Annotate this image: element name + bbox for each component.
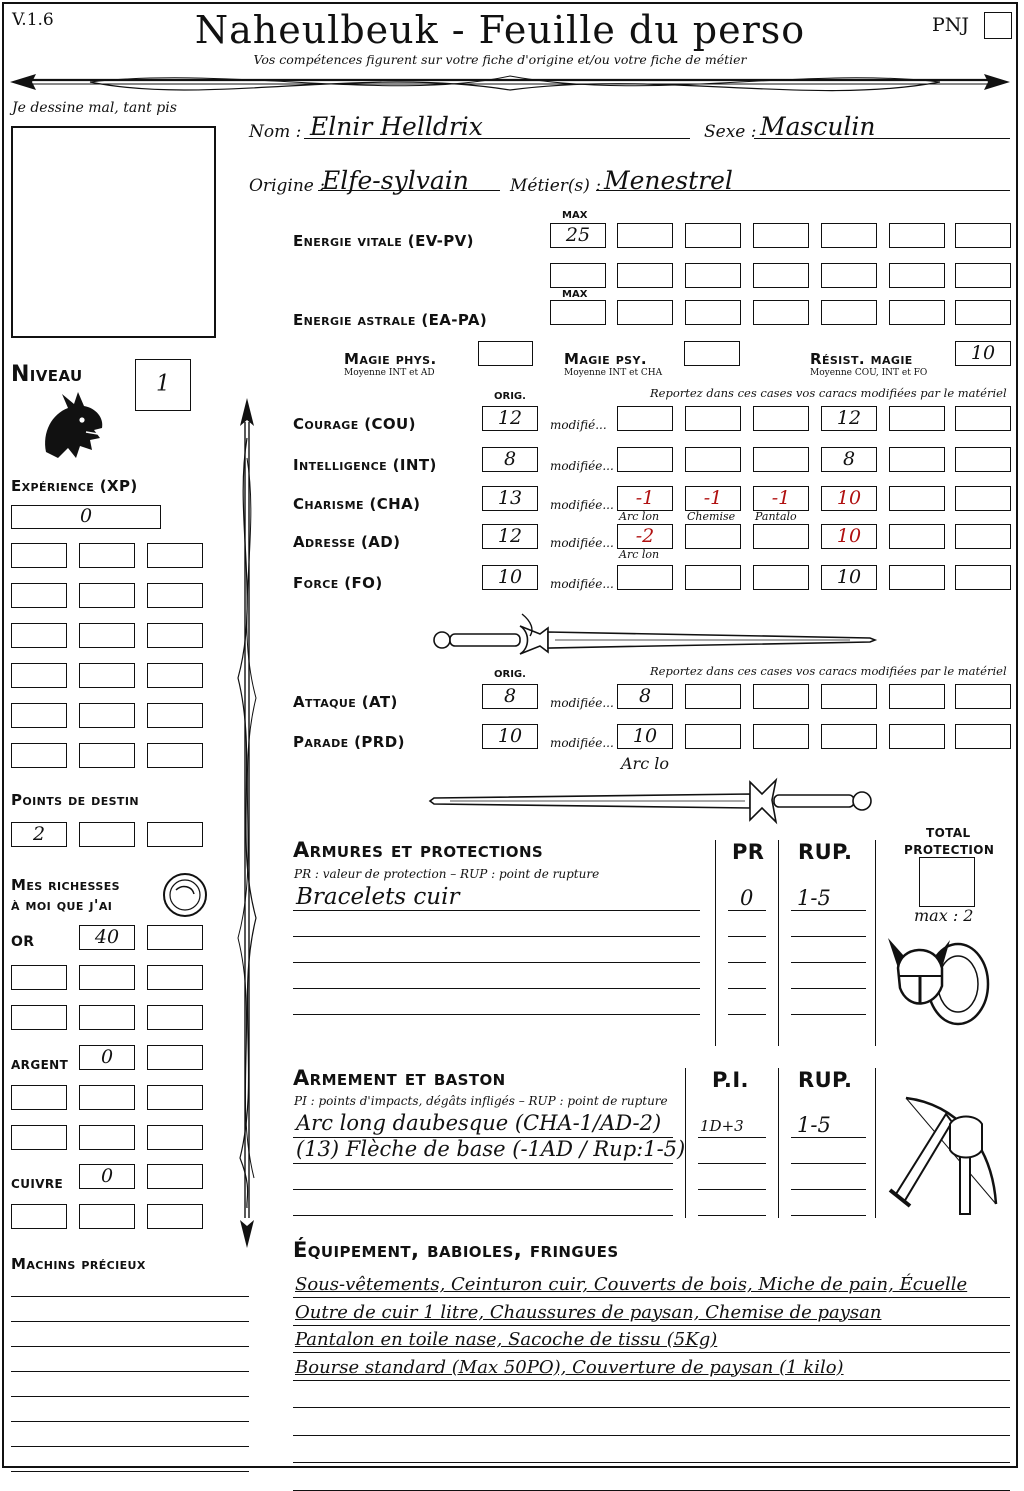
pnj-checkbox[interactable] [984, 12, 1012, 39]
armor-line[interactable] [293, 936, 700, 937]
cuivre-box[interactable] [79, 1204, 135, 1229]
magie-psy-label: Magie psy. [564, 350, 647, 368]
combat-mod-box[interactable] [685, 724, 741, 749]
stat-orig-box-value: 13 [497, 486, 523, 509]
weapon-rup-line[interactable] [791, 1215, 866, 1216]
nom-label: Nom : [249, 122, 302, 142]
armures-title: Armures et protections [293, 838, 544, 862]
magie-psy-box[interactable] [684, 341, 740, 366]
combat-report-note: Reportez dans ces cases vos caracs modifiées par le matériel [650, 664, 1007, 678]
stat-mod-box[interactable] [617, 447, 673, 472]
total-protection-label-2: PROTECTION [904, 843, 995, 857]
equipment-text: Sous-vêtements, Ceinturon cuir, Couverts de bois, Miche de pain, Écuelle [295, 1274, 968, 1295]
weapons-rup-header: RUP. [798, 1068, 853, 1092]
portrait-box[interactable] [11, 126, 216, 338]
weapons-pi-header: P.I. [712, 1068, 749, 1092]
armement-title: Armement et baston [293, 1066, 506, 1090]
cuivre-box[interactable] [79, 1164, 135, 1189]
sexe-value[interactable]: Masculin [760, 112, 876, 141]
ea-box[interactable] [889, 300, 945, 325]
weapons-col-divider-3 [875, 1068, 876, 1218]
equipment-line[interactable] [293, 1435, 1010, 1436]
stat-mod-note: Chemise [687, 510, 736, 523]
combat-mod-box[interactable] [955, 724, 1011, 749]
combat-mod-box[interactable] [753, 684, 809, 709]
argent-box[interactable] [147, 1085, 203, 1110]
precious-line[interactable] [11, 1421, 249, 1422]
stat-mod-box-value: -1 [703, 486, 723, 509]
stat-mod-box[interactable] [753, 447, 809, 472]
total-protection-max: max : 2 [914, 906, 974, 925]
stat-mod-box[interactable] [955, 565, 1011, 590]
stat-mod-box[interactable] [821, 565, 877, 590]
ev-box[interactable] [753, 263, 809, 288]
xp-box[interactable] [11, 623, 67, 648]
stat-mod-box[interactable] [821, 447, 877, 472]
crossed-weapons-icon [886, 1094, 1006, 1218]
argent-box[interactable] [147, 1045, 203, 1070]
combat-label: Parade (PRD) [293, 733, 405, 751]
stat-label: Intelligence (INT) [293, 456, 437, 474]
ev-box[interactable] [821, 263, 877, 288]
stat-mod-box-value: -2 [635, 524, 655, 547]
spear-divider-top [10, 66, 1010, 100]
stat-mod-note: Arc lon [619, 510, 660, 523]
stat-orig-box-value: 12 [497, 406, 523, 429]
sword-illustration-1 [430, 612, 880, 662]
stat-orig-box[interactable] [482, 486, 538, 511]
stat-mod-box[interactable] [685, 524, 741, 549]
stat-label: Force (FO) [293, 574, 383, 592]
armor-line[interactable] [293, 1014, 700, 1015]
xp-box[interactable] [79, 743, 135, 768]
combat-mod-box[interactable] [617, 684, 673, 709]
stat-mod-note: Pantalo [755, 510, 797, 523]
stat-mod-box[interactable] [821, 406, 877, 431]
armor-rup-line[interactable] [791, 910, 866, 911]
xp-box[interactable] [11, 543, 67, 568]
or-box[interactable] [147, 925, 203, 950]
stat-mod-box[interactable] [685, 486, 741, 511]
xp-box[interactable] [147, 663, 203, 688]
version-label: V.1.6 [12, 10, 54, 30]
niveau-box[interactable] [135, 359, 191, 411]
stat-mod-box-value: 10 [836, 524, 862, 547]
coin-icon [162, 872, 208, 918]
xp-value: 0 [79, 505, 93, 528]
cuivre-box-value: 0 [100, 1164, 114, 1187]
stat-mod-box[interactable] [955, 524, 1011, 549]
armor-pr-line[interactable] [728, 1014, 766, 1015]
xp-box[interactable] [147, 703, 203, 728]
argent-box[interactable] [147, 1125, 203, 1150]
equipment-text: Bourse standard (Max 50PO), Couverture de paysan (1 kilo) [295, 1356, 844, 1378]
precious-line[interactable] [11, 1321, 249, 1322]
ev-box[interactable] [821, 223, 877, 248]
cuivre-label: CUIVRE [11, 1177, 64, 1191]
destin-label: Points de destin [11, 791, 139, 809]
combat-mod-box-value: 8 [638, 684, 652, 707]
armor-pr-header: PR [732, 840, 765, 864]
combat-mod-box[interactable] [889, 724, 945, 749]
sheet-subtitle: Vos compétences figurent sur votre fiche d'origine et/ou votre fiche de métier [253, 52, 747, 67]
stat-orig-box[interactable] [482, 406, 538, 431]
armor-rup-line[interactable] [791, 988, 866, 989]
stat-mod-box-value: -1 [771, 486, 791, 509]
ev-max-box[interactable] [550, 223, 606, 248]
dragon-head-icon [38, 392, 108, 464]
weapon-line[interactable] [293, 1189, 673, 1190]
richesses-label-1: Mes richesses [11, 876, 120, 894]
stat-mod-box[interactable] [955, 406, 1011, 431]
equipement-title: Équipement, babioles, fringues [293, 1238, 619, 1262]
weapon-rup-line[interactable] [791, 1189, 866, 1190]
stat-modif-label: modifiée... [550, 536, 614, 550]
or-label: OR [11, 934, 35, 950]
stat-mod-box[interactable] [821, 486, 877, 511]
ev-max-label: MAX [562, 210, 588, 221]
stat-orig-box[interactable] [482, 565, 538, 590]
precious-line[interactable] [11, 1446, 249, 1447]
weapon-pi-line[interactable] [698, 1163, 766, 1164]
weapon-name: Arc long daubesque (CHA-1/AD-2) [296, 1111, 662, 1135]
xp-box[interactable] [79, 543, 135, 568]
combat-mod-box[interactable] [685, 684, 741, 709]
combat-orig-box[interactable] [482, 684, 538, 709]
armor-pr-line[interactable] [728, 910, 766, 911]
destin-box-value: 2 [32, 822, 46, 845]
combat-orig-label: ORIG. [494, 669, 526, 680]
argent-box[interactable] [11, 1085, 67, 1110]
precious-line[interactable] [11, 1371, 249, 1372]
weapon-pi: 1D+3 [700, 1117, 744, 1135]
ea-label: Energie astrale (EA-PA) [293, 311, 488, 329]
ev-box[interactable] [955, 263, 1011, 288]
equipment-line[interactable] [293, 1325, 1010, 1326]
combat-note: Arc lo [621, 754, 669, 773]
stat-mod-box-value: 10 [836, 486, 862, 509]
ev-box[interactable] [889, 223, 945, 248]
argent-label: ARGENT [11, 1058, 69, 1072]
xp-box[interactable] [147, 583, 203, 608]
origine-value[interactable]: Elfe-sylvain [322, 166, 469, 195]
ev-box[interactable] [753, 223, 809, 248]
ea-max-box[interactable] [550, 300, 606, 325]
xp-box[interactable] [11, 505, 161, 529]
ev-box[interactable] [617, 263, 673, 288]
stat-orig-box-value: 8 [503, 447, 517, 470]
stat-mod-box[interactable] [617, 406, 673, 431]
ev-max-value: 25 [565, 223, 591, 246]
magie-phys-label: Magie phys. [344, 350, 437, 368]
magie-psy-note: Moyenne INT et CHA [564, 368, 663, 378]
armor-rup-line[interactable] [791, 962, 866, 963]
xp-box[interactable] [147, 543, 203, 568]
stat-mod-box[interactable] [821, 524, 877, 549]
combat-label: Attaque (AT) [293, 693, 398, 711]
stat-orig-box[interactable] [482, 447, 538, 472]
armor-col-divider-2 [778, 840, 779, 1046]
equipment-line[interactable] [293, 1297, 1010, 1298]
weapon-pi-line[interactable] [698, 1189, 766, 1190]
ea-box[interactable] [821, 300, 877, 325]
weapon-rup-line[interactable] [791, 1163, 866, 1164]
ea-box[interactable] [753, 300, 809, 325]
stat-mod-box[interactable] [617, 486, 673, 511]
stat-mod-box[interactable] [889, 565, 945, 590]
sexe-label: Sexe : [704, 122, 757, 142]
argent-box-value: 0 [100, 1045, 114, 1068]
or-box[interactable] [147, 965, 203, 990]
stat-modif-label: modifiée... [550, 577, 614, 591]
destin-box[interactable] [147, 822, 203, 847]
xp-box[interactable] [147, 743, 203, 768]
xp-box[interactable] [79, 623, 135, 648]
or-box-value: 40 [94, 925, 120, 948]
nom-value[interactable]: Elnir Helldrix [310, 112, 483, 141]
metier-label: Métier(s) : [510, 176, 602, 196]
stat-mod-box[interactable] [685, 447, 741, 472]
stat-mod-box[interactable] [753, 565, 809, 590]
weapon-name: (13) Flèche de base (-1AD / Rup:1-5) [296, 1137, 686, 1161]
weapons-col-divider-2 [778, 1068, 779, 1218]
stat-mod-box-value: 10 [836, 565, 862, 588]
weapon-pi-line[interactable] [698, 1215, 766, 1216]
sword-illustration-2 [430, 776, 880, 826]
combat-mod-box[interactable] [753, 724, 809, 749]
machins-precieux-label: Machins précieux [11, 1255, 146, 1273]
ea-box[interactable] [685, 300, 741, 325]
stats-report-note: Reportez dans ces cases vos caracs modifiées par le matériel [650, 386, 1007, 400]
stat-modif-label: modifiée... [550, 498, 614, 512]
ea-box[interactable] [617, 300, 673, 325]
origine-label: Origine : [249, 176, 325, 196]
destin-box[interactable] [11, 822, 67, 847]
stat-mod-box[interactable] [889, 524, 945, 549]
richesses-label-2: à moi que j'ai [11, 896, 113, 914]
stat-orig-box[interactable] [482, 524, 538, 549]
stat-mod-box[interactable] [889, 406, 945, 431]
equipment-text: Pantalon en toile nase, Sacoche de tissu (5Kg) [295, 1329, 718, 1350]
armor-line[interactable] [293, 988, 700, 989]
combat-mod-box[interactable] [821, 724, 877, 749]
stat-mod-box[interactable] [753, 524, 809, 549]
weapon-rup-line[interactable] [791, 1137, 866, 1138]
ev-extra-box[interactable] [550, 263, 606, 288]
ea-max-label: MAX [562, 289, 588, 300]
precious-line[interactable] [11, 1346, 249, 1347]
weapon-rup: 1-5 [797, 1113, 831, 1137]
ev-box[interactable] [685, 263, 741, 288]
armor-line[interactable] [293, 910, 700, 911]
cuivre-box[interactable] [11, 1204, 67, 1229]
armor-col-divider-3 [875, 840, 876, 1046]
armor-rup-line[interactable] [791, 1014, 866, 1015]
helmet-shield-icon [888, 928, 998, 1034]
weapon-line[interactable] [293, 1215, 673, 1216]
equipment-line[interactable] [293, 1490, 1010, 1491]
magie-phys-box[interactable] [478, 341, 533, 366]
total-protection-box[interactable] [919, 857, 975, 907]
xp-box[interactable] [79, 663, 135, 688]
stat-label: Charisme (CHA) [293, 495, 421, 513]
precious-line[interactable] [11, 1396, 249, 1397]
armor-pr-line[interactable] [728, 962, 766, 963]
stat-mod-box[interactable] [617, 565, 673, 590]
equipment-line[interactable] [293, 1462, 1010, 1463]
xp-label: Expérience (XP) [11, 477, 138, 495]
ev-box[interactable] [617, 223, 673, 248]
equipment-line[interactable] [293, 1380, 1010, 1381]
xp-box[interactable] [147, 623, 203, 648]
armor-col-divider-1 [715, 840, 716, 1046]
armor-rup-header: RUP. [798, 840, 853, 864]
cuivre-box[interactable] [147, 1164, 203, 1189]
ea-box[interactable] [955, 300, 1011, 325]
armor-pr-line[interactable] [728, 988, 766, 989]
argent-box[interactable] [11, 1125, 67, 1150]
stat-orig-box-value: 12 [497, 524, 523, 547]
destin-box[interactable] [79, 822, 135, 847]
precious-line[interactable] [11, 1471, 249, 1472]
armor-pr: 0 [740, 886, 754, 910]
argent-box[interactable] [79, 1045, 135, 1070]
resist-magie-value: 10 [970, 341, 996, 364]
stat-mod-box-value: -1 [635, 486, 655, 509]
resist-magie-note: Moyenne COU, INT et FO [810, 368, 928, 378]
cuivre-box[interactable] [147, 1204, 203, 1229]
stat-mod-box[interactable] [753, 486, 809, 511]
stat-label: Courage (COU) [293, 415, 416, 433]
metier-value[interactable]: Menestrel [604, 166, 733, 195]
xp-box[interactable] [79, 703, 135, 728]
combat-mod-box-value: 10 [632, 724, 658, 747]
combat-orig-box-value: 8 [503, 684, 517, 707]
combat-mod-box[interactable] [617, 724, 673, 749]
niveau-label: Niveau [11, 362, 83, 387]
weapon-line[interactable] [293, 1163, 673, 1164]
xp-box[interactable] [11, 663, 67, 688]
magie-phys-note: Moyenne INT et AD [344, 368, 435, 378]
armor-rup-line[interactable] [791, 936, 866, 937]
ev-box[interactable] [955, 223, 1011, 248]
stat-modif-label: modifié... [550, 418, 607, 432]
precious-line[interactable] [11, 1296, 249, 1297]
total-protection-label-1: TOTAL [926, 826, 971, 840]
xp-box[interactable] [11, 703, 67, 728]
pnj-label: PNJ [932, 14, 970, 36]
or-box[interactable] [79, 1005, 135, 1030]
spear-vertical-illustration [232, 398, 262, 1248]
portrait-caption: Je dessine mal, tant pis [12, 100, 177, 116]
weapon-pi-line[interactable] [698, 1137, 766, 1138]
stat-mod-box[interactable] [889, 486, 945, 511]
armor-line[interactable] [293, 962, 700, 963]
resist-magie-box[interactable] [955, 341, 1011, 366]
armor-rup: 1-5 [797, 886, 831, 910]
combat-modif-label: modifiée... [550, 736, 614, 750]
armures-note: PR : valeur de protection – RUP : point de rupture [294, 867, 600, 881]
sheet-title: Naheulbeuk - Feuille du perso [194, 8, 806, 52]
xp-box[interactable] [11, 743, 67, 768]
stat-mod-box[interactable] [685, 565, 741, 590]
xp-box[interactable] [79, 583, 135, 608]
combat-orig-box-value: 10 [497, 724, 523, 747]
stat-orig-box-value: 10 [497, 565, 523, 588]
stat-mod-box-value: 12 [836, 406, 862, 429]
resist-magie-label: Résist. magie [810, 350, 913, 368]
stat-mod-box[interactable] [955, 447, 1011, 472]
ev-box[interactable] [685, 223, 741, 248]
stat-modif-label: modifiée... [550, 459, 614, 473]
xp-box[interactable] [11, 583, 67, 608]
combat-modif-label: modifiée... [550, 696, 614, 710]
stats-orig-label: ORIG. [494, 391, 526, 402]
or-box[interactable] [11, 1005, 67, 1030]
stat-mod-box[interactable] [753, 406, 809, 431]
or-box[interactable] [147, 1005, 203, 1030]
armor-name: Bracelets cuir [296, 884, 460, 910]
equipment-text: Outre de cuir 1 litre, Chaussures de paysan, Chemise de paysan [295, 1301, 882, 1323]
or-box[interactable] [79, 965, 135, 990]
stat-mod-box[interactable] [955, 486, 1011, 511]
combat-mod-box[interactable] [955, 684, 1011, 709]
ev-label: Energie vitale (EV-PV) [293, 232, 474, 250]
stat-mod-note: Arc lon [619, 548, 660, 561]
argent-box[interactable] [79, 1085, 135, 1110]
combat-mod-box[interactable] [821, 684, 877, 709]
ev-box[interactable] [889, 263, 945, 288]
equipment-line[interactable] [293, 1352, 1010, 1353]
equipment-line[interactable] [293, 1407, 1010, 1408]
stat-mod-box[interactable] [685, 406, 741, 431]
or-box[interactable] [11, 965, 67, 990]
argent-box[interactable] [79, 1125, 135, 1150]
stat-mod-box[interactable] [889, 447, 945, 472]
or-box[interactable] [79, 925, 135, 950]
combat-mod-box[interactable] [889, 684, 945, 709]
armement-note: PI : points d'impacts, dégâts infligés – RUP : point de rupture [294, 1094, 668, 1108]
niveau-value: 1 [156, 371, 170, 397]
stat-mod-box[interactable] [617, 524, 673, 549]
stat-label: Adresse (AD) [293, 533, 401, 551]
combat-orig-box[interactable] [482, 724, 538, 749]
stat-mod-box-value: 8 [842, 447, 856, 470]
armor-pr-line[interactable] [728, 936, 766, 937]
